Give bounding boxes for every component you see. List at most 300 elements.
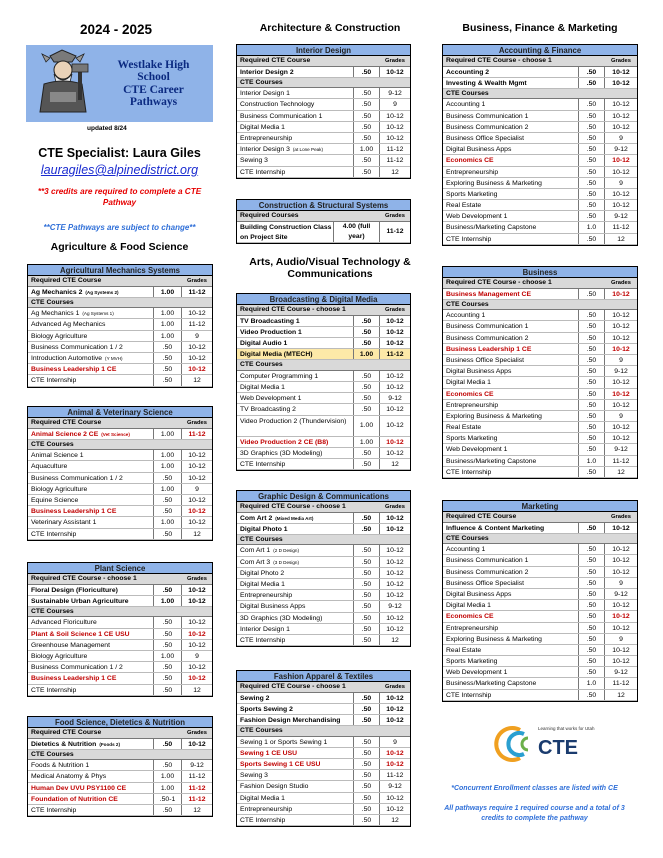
course-name (443, 422, 579, 432)
course-grades: 12 (617, 468, 625, 476)
course-credits: .50 (579, 467, 605, 477)
course-row (237, 459, 410, 470)
course-name (443, 400, 579, 410)
course-name (443, 122, 579, 132)
course-grades: 10-12 (612, 123, 630, 131)
course-name (237, 327, 354, 337)
course-credits: .50 (579, 310, 605, 320)
courses-header (237, 360, 410, 371)
course-credits: .50 (579, 544, 605, 554)
course-name-text: Digital Business Apps (446, 590, 512, 598)
course-grades: 10-12 (612, 602, 630, 610)
course-name (443, 99, 579, 109)
course-name (443, 578, 579, 588)
course-credits: .50 (154, 673, 182, 683)
course-name (443, 78, 579, 88)
course-grades: 10-12 (188, 310, 206, 318)
course-name-text: Advanced Floriculture (31, 619, 97, 627)
course-row (28, 506, 212, 517)
course-row (28, 461, 212, 472)
course-row (237, 635, 410, 646)
course-grades: 9-12 (614, 368, 628, 376)
course-name (443, 600, 579, 610)
course-grades: 9 (195, 332, 199, 340)
course-credits: .50 (354, 793, 380, 803)
course-grades: 9 (619, 579, 623, 587)
course-grades: 10-12 (612, 390, 630, 398)
course-grades: 10-12 (188, 630, 206, 638)
course-credits: .50 (579, 333, 605, 343)
course-grades: 10-12 (386, 112, 404, 120)
course-row (443, 122, 637, 133)
course-name (443, 211, 579, 221)
course-credits: .50 (579, 444, 605, 454)
course-name-text: CTE Internship (31, 686, 77, 694)
course-name-text: Business Management CE (446, 290, 531, 298)
course-name (237, 793, 354, 803)
course-name (443, 222, 579, 232)
course-credits: .50 (354, 737, 380, 747)
course-row (443, 289, 637, 300)
pathway-business (442, 266, 638, 479)
course-grades: 10-12 (612, 168, 630, 176)
course-grades: 9 (619, 356, 623, 364)
course-row (237, 624, 410, 635)
course-name-text: Computer Programming 1 (240, 372, 319, 380)
course-name-text: Sewing 2 (240, 694, 270, 702)
course-grades: 9 (195, 485, 199, 493)
courses-label: CTE Courses (31, 298, 74, 306)
course-name-text: Sewing 1 or Sports Sewing 1 (240, 738, 328, 746)
course-credits: .50 (579, 523, 605, 533)
course-name-text: Business Leadership 1 CE (446, 345, 532, 353)
course-name-text: Greenhouse Management (31, 641, 110, 649)
course-credits: .50 (579, 690, 605, 700)
course-name (443, 456, 579, 466)
course-name-text: Real Estate (446, 424, 482, 432)
course-grades: 12 (391, 460, 399, 468)
course-name (28, 585, 154, 595)
required-label: Required CTE Course (31, 277, 102, 284)
required-header (237, 211, 410, 222)
course-name-text: Business/Marketing Capstone (446, 224, 537, 232)
course-name-text: Veterinary Assistant 1 (31, 519, 97, 527)
course-credits: .50 (579, 389, 605, 399)
course-grades: 10-12 (188, 597, 206, 605)
course-grades: 10-12 (188, 675, 206, 683)
course-credits: .50 (354, 111, 380, 121)
grades-label: Grades (611, 58, 631, 64)
course-name-text: Sports Sewing 2 (240, 705, 293, 713)
course-credits: .50 (579, 623, 605, 633)
course-subtitle: (Ag Systems 1) (82, 311, 114, 317)
courses-label: CTE Courses (446, 89, 489, 97)
course-row (443, 411, 637, 422)
course-grades: 10-12 (188, 519, 206, 527)
pathway-food (27, 716, 213, 817)
course-grades: 9 (619, 134, 623, 142)
course-credits: .50 (154, 495, 182, 505)
school-line-3: CTE Career (123, 83, 184, 96)
course-name (443, 289, 579, 299)
course-name (443, 433, 579, 443)
course-grades: 10-12 (386, 614, 404, 622)
course-name (443, 377, 579, 387)
course-grades: 12 (193, 530, 201, 538)
course-name (443, 645, 579, 655)
course-name (237, 133, 354, 143)
course-name-text: 3D Graphics (3D Modeling) (240, 614, 323, 622)
course-row (237, 770, 410, 781)
course-grades: 10-12 (386, 592, 404, 600)
required-header (237, 502, 410, 513)
course-name (237, 613, 354, 623)
required-header (237, 56, 410, 67)
course-name-text: CTE Internship (31, 806, 77, 814)
course-name (443, 310, 579, 320)
course-credits: .50 (579, 555, 605, 565)
course-row (443, 133, 637, 144)
courses-label: CTE Courses (31, 440, 74, 448)
course-row (237, 349, 410, 360)
course-name (443, 321, 579, 331)
course-name (237, 88, 354, 98)
course-grades: 10-12 (386, 328, 404, 336)
course-credits: .50 (354, 613, 380, 623)
concurrent-note: *Concurrent Enrollment classes are listed with CE (451, 785, 618, 792)
course-grades: 10-12 (386, 749, 404, 757)
course-name-text: Business Communication 1 (446, 557, 529, 565)
course-name (443, 444, 579, 454)
course-grades: 9 (619, 635, 623, 643)
course-credits: .50 (154, 685, 182, 695)
course-name (443, 567, 579, 577)
required-label: Required CTE Course (240, 57, 311, 64)
course-credits: .50 (354, 67, 380, 77)
course-row (443, 67, 637, 78)
course-name (237, 781, 354, 791)
course-credits: 1.00 (154, 287, 182, 297)
course-row (443, 222, 637, 233)
course-credits: .50 (579, 422, 605, 432)
course-name-text: Economics CE (446, 390, 494, 398)
course-row (443, 389, 637, 400)
course-name-text: Sports Marketing (446, 435, 498, 443)
course-row (443, 645, 637, 656)
course-name-text: Digital Media 1 (446, 379, 491, 387)
course-row (237, 579, 410, 590)
course-name (443, 366, 579, 376)
pathway-title: Graphic Design & Communications (237, 491, 410, 502)
pathway-marketing (442, 500, 638, 702)
course-grades: 10-12 (188, 641, 206, 649)
course-grades: 9-12 (388, 603, 402, 611)
course-name (443, 155, 579, 165)
course-name-text: Exploring Business & Marketing (446, 412, 542, 420)
course-name-text: CTE Internship (31, 377, 77, 385)
course-grades: 9 (619, 412, 623, 420)
pathway-fashion (236, 670, 411, 827)
course-name (28, 353, 154, 363)
course-grades: 10-12 (188, 496, 206, 504)
course-row (237, 222, 410, 243)
course-grades: 10-12 (612, 379, 630, 387)
course-credits: 1.00 (154, 319, 182, 329)
course-name (443, 589, 579, 599)
course-row (28, 617, 212, 628)
course-grades: 10-12 (612, 401, 630, 409)
course-credits: .50 (354, 759, 380, 769)
course-name-text: Business Leadership 1 CE (31, 675, 117, 683)
course-row (237, 111, 410, 122)
course-row (237, 568, 410, 579)
course-name (443, 200, 579, 210)
course-subtitle: (Foods 2) (99, 741, 121, 747)
course-row (443, 667, 637, 678)
course-credits: .50 (154, 375, 182, 385)
required-label: Required CTE Course - choose 1 (31, 575, 137, 582)
course-name (237, 635, 354, 645)
course-credits: .50 (154, 640, 182, 650)
course-row (28, 287, 212, 298)
course-credits: .50 (579, 321, 605, 331)
course-row (28, 364, 212, 375)
course-name (237, 155, 354, 165)
course-name-text: CTE Internship (240, 816, 286, 824)
course-credits: 1.00 (354, 437, 380, 447)
course-row (28, 629, 212, 640)
course-credits: .50 (579, 377, 605, 387)
course-grades: 10-12 (386, 339, 404, 347)
course-grades: 10-12 (386, 449, 404, 457)
courses-label: CTE Courses (240, 361, 283, 369)
course-grades: 10-12 (386, 547, 404, 555)
course-row (237, 793, 410, 804)
courses-header (443, 534, 637, 545)
cte-specialist: CTE Specialist: Laura Giles (38, 146, 201, 160)
course-subtitle: (Y MVH) (105, 355, 123, 361)
course-row (443, 355, 637, 366)
course-grades: 10-12 (188, 463, 206, 471)
course-row (237, 155, 410, 166)
course-name-text: Sports Sewing 1 CE USU (240, 760, 321, 768)
course-row (237, 590, 410, 601)
specialist-email-link[interactable]: lauragiles@alpinedistrict.org (40, 163, 199, 177)
course-row (443, 433, 637, 444)
course-name-text: Human Dev UVU PSY1100 CE (31, 784, 127, 792)
course-name (28, 375, 154, 385)
course-row (28, 760, 212, 771)
course-row (237, 613, 410, 624)
course-name (237, 693, 354, 703)
course-row (237, 437, 410, 448)
course-name (28, 484, 154, 494)
course-grades: 10-12 (386, 317, 404, 325)
course-row (28, 450, 212, 461)
course-row (237, 88, 410, 99)
course-name-text: CTE Internship (31, 530, 77, 538)
course-credits: .50 (354, 579, 380, 589)
course-name (443, 555, 579, 565)
course-name (443, 678, 579, 688)
course-row (28, 673, 212, 684)
course-name-text: CTE Internship (446, 468, 492, 476)
course-grades: 10-12 (612, 646, 630, 654)
course-credits: .50 (354, 382, 380, 392)
required-header (443, 56, 637, 67)
course-grades: 10-12 (386, 134, 404, 142)
course-grades: 11-12 (188, 773, 206, 781)
course-name-text: Digital Media (MTECH) (240, 351, 313, 359)
course-name (28, 529, 154, 539)
course-grades: 9 (619, 179, 623, 187)
course-grades: 11-12 (188, 321, 206, 329)
course-name (28, 506, 154, 516)
course-grades: 10-12 (386, 421, 404, 429)
course-credits: 1.00 (154, 429, 182, 439)
course-row (443, 167, 637, 178)
course-grades: 10-12 (188, 664, 206, 672)
course-name (28, 629, 154, 639)
pathway-broadcast (236, 293, 411, 471)
course-name-text: CTE Internship (446, 235, 492, 243)
course-name (237, 624, 354, 634)
courses-header (28, 440, 212, 451)
course-credits: 1.00 (154, 331, 182, 341)
school-line-4: Pathways (129, 96, 178, 108)
course-credits: .50 (579, 656, 605, 666)
course-name (443, 144, 579, 154)
course-grades: 10-12 (612, 190, 630, 198)
course-name-text: Business Communication 1 (240, 112, 323, 120)
course-grades: 11-12 (612, 224, 630, 232)
courses-label: CTE Courses (446, 534, 489, 542)
course-credits: .50 (579, 400, 605, 410)
course-row (28, 805, 212, 816)
course-grades: 9 (195, 652, 199, 660)
course-name (237, 316, 354, 326)
course-name (237, 99, 354, 109)
course-name-text: Dietetics & Nutrition (31, 740, 97, 748)
course-row (28, 585, 212, 596)
pathway-title: Broadcasting & Digital Media (237, 294, 410, 305)
course-row (237, 737, 410, 748)
course-grades: 10-12 (612, 546, 630, 554)
course-credits: .50 (354, 715, 380, 725)
course-row (237, 382, 410, 393)
course-grades: 10-12 (188, 343, 206, 351)
course-credits: .50 (354, 338, 380, 348)
course-credits: 1.0 (579, 456, 605, 466)
course-row (28, 517, 212, 528)
course-grades: 10-12 (612, 157, 630, 165)
course-grades: 9-12 (614, 213, 628, 221)
course-name-text: Digital Photo 1 (240, 525, 288, 533)
required-header (28, 728, 212, 739)
grades-label: Grades (385, 504, 405, 510)
course-name (443, 667, 579, 677)
course-name (237, 459, 354, 469)
course-name (28, 331, 154, 341)
course-row (28, 473, 212, 484)
course-name (28, 319, 154, 329)
required-header (237, 682, 410, 693)
course-name (237, 770, 354, 780)
course-name-text: Foundation of Nutrition CE (31, 795, 118, 803)
course-name-text: Investing & Wealth Mgmt (446, 79, 527, 87)
course-name-text: Digital Business Apps (240, 603, 306, 611)
grades-label: Grades (385, 58, 405, 64)
course-row (443, 656, 637, 667)
course-name (443, 67, 579, 77)
course-credits: .50 (579, 578, 605, 588)
course-name-text: Web Development 1 (446, 213, 508, 221)
course-name (237, 704, 354, 714)
course-row (28, 331, 212, 342)
course-credits: .50 (354, 99, 380, 109)
course-row (28, 783, 212, 794)
course-row (237, 316, 410, 327)
course-name-text: Real Estate (446, 646, 482, 654)
course-row (443, 578, 637, 589)
courses-header (237, 535, 410, 546)
course-row (443, 456, 637, 467)
course-name (28, 662, 154, 672)
grades-label: Grades (385, 213, 405, 219)
course-name-text: Business Communication 2 (446, 568, 529, 576)
course-name (443, 467, 579, 477)
required-label: Required CTE Course - choose 1 (240, 503, 346, 510)
course-name-text: Construction Technology (240, 101, 315, 109)
course-grades: 10-12 (386, 123, 404, 131)
course-row (237, 693, 410, 704)
course-name-text: Interior Design 2 (240, 68, 294, 76)
courses-label: CTE Courses (31, 607, 74, 615)
course-name (28, 308, 154, 318)
course-name (237, 144, 354, 154)
course-row (237, 371, 410, 382)
course-name-text: Business Communication 1 / 2 (31, 664, 123, 672)
course-credits: .50 (579, 67, 605, 77)
course-row (28, 596, 212, 607)
course-name (237, 759, 354, 769)
grades-label: Grades (611, 514, 631, 520)
pathway-agmech (27, 264, 213, 388)
course-credits: .50 (354, 133, 380, 143)
course-credits: .50 (579, 155, 605, 165)
course-credits: 1.00 (354, 349, 380, 359)
course-credits: 1.00 (154, 596, 182, 606)
course-grades: 10-12 (386, 694, 404, 702)
course-credits: .50 (354, 545, 380, 555)
course-name-text: Entrepreneurship (240, 805, 293, 813)
course-name (237, 524, 354, 534)
course-grades: 12 (193, 806, 201, 814)
course-credits: 1.0 (579, 222, 605, 232)
course-grades: 10-12 (612, 613, 630, 621)
course-credits: 4.00 (full year) (334, 222, 380, 242)
course-grades: 12 (617, 691, 625, 699)
course-credits: .50 (579, 344, 605, 354)
change-note: **CTE Pathways are subject to change** (43, 223, 196, 232)
course-credits: .50 (579, 433, 605, 443)
course-row (237, 122, 410, 133)
course-row (443, 467, 637, 478)
course-subtitle: (3 D Design) (273, 559, 300, 565)
course-name (443, 178, 579, 188)
course-row (443, 589, 637, 600)
course-credits: .50 (579, 200, 605, 210)
